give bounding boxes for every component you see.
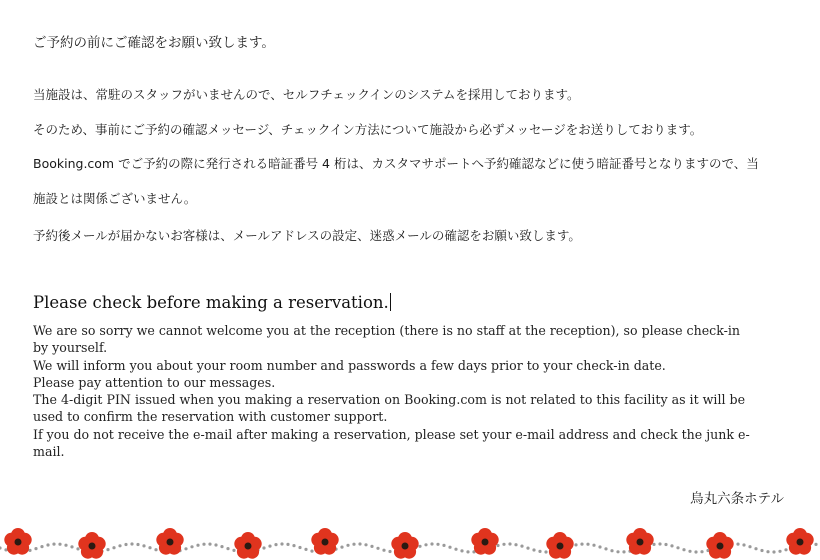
red-flower-icon [391,532,418,559]
english-line: Please pay attention to our messages. [33,374,276,390]
japanese-paragraph-4: 予約後メールが届かないお客様は、メールアドレスの設定、迷惑メールの確認をお願い致します。 [33,228,581,243]
red-flower-icon [4,528,31,555]
english-line: by yourself. [33,340,108,356]
english-line: We are so sorry we cannot welcome you at the reception (there is no staff at the reception), so please check-in [33,323,741,338]
red-flower-icon [786,528,813,555]
flower-border [0,522,820,560]
red-flower-icon [471,528,498,555]
english-line: If you do not receive the e-mail after making a reservation, please set your e-mail address and check the junk e- [33,426,750,442]
hotel-signature: 烏丸六条ホテル [690,491,784,507]
japanese-paragraph-3-line-2: 施設とは関係ございません。 [33,191,197,206]
red-flower-icon [706,532,733,559]
japanese-title: ご予約の前にご確認をお願い致します。 [33,35,275,51]
japanese-paragraph-1: 当施設は、常駐のスタッフがいませんので、セルフチェックインのシステムを採用しております。 [33,87,580,102]
red-flower-icon [156,528,183,555]
text-cursor [390,293,391,311]
red-flower-icon [626,528,653,555]
red-flower-icon [311,528,338,555]
english-body [33,322,793,460]
english-line: mail. [33,444,65,460]
english-line: We will inform you about your room number and passwords a few days prior to your check-in date. [33,357,666,373]
japanese-paragraph-2: そのため、事前にご予約の確認メッセージ、チェックイン方法について施設から必ずメッセージをお送りしております。 [33,122,703,137]
red-flower-icon [546,532,573,559]
japanese-paragraph-3-line-1: Booking.com でご予約の際に発行される暗証番号 4 桁は、カスタマサポートへ予約確認などに使う暗証番号となりますので、当 [33,156,759,171]
english-title-text: Please check before making a reservation. [33,293,389,312]
english-title [33,293,391,312]
red-flower-icon [234,532,261,559]
english-line: The 4-digit PIN issued when you making a reservation on Booking.com is not related to this facility as it will be [33,392,746,408]
english-line: used to confirm the reservation with customer support. [33,409,388,425]
red-flower-icon [78,532,105,559]
